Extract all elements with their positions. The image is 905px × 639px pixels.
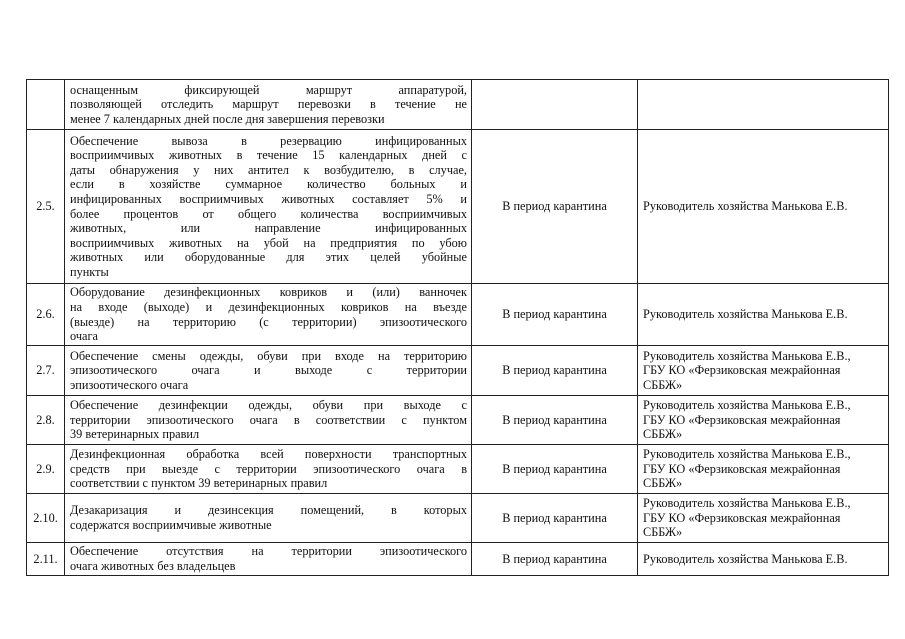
action-text-line: Обеспечение смены одежды, обуви при входе на территорию <box>70 348 467 363</box>
action-text-line: восприимчивых животных в течение 15 календарных дней с <box>70 148 467 163</box>
table-row <box>27 396 889 445</box>
action-text-line: содержатся восприимчивые животные <box>70 518 272 532</box>
responsible-text-line: ГБУ КО «Ферзиковская межрайонная <box>643 412 841 427</box>
action-cell <box>65 445 472 494</box>
responsible-text-line: Руководитель хозяйства Манькова Е.В. <box>643 551 848 566</box>
period-cell: В период карантина <box>472 396 638 445</box>
action-text-line: оснащенным фиксирующей маршрут аппаратурой, <box>70 82 467 97</box>
action-text-line: Обеспечение вывоза в резервацию инфицированных <box>70 133 467 148</box>
action-cell <box>65 396 472 445</box>
row-number: 2.11. <box>27 543 65 576</box>
responsible-text-line: Руководитель хозяйства Манькова Е.В. <box>643 199 848 214</box>
action-cell <box>65 80 472 130</box>
action-text-line: Дезинфекционная обработка всей поверхности транспортных <box>70 447 467 462</box>
responsible-text-line: Руководитель хозяйства Манькова Е.В., <box>643 496 851 511</box>
period-cell: В период карантина <box>472 284 638 346</box>
action-text-line: территории эпизоотического очага в соответствии с пунктом <box>70 412 467 427</box>
action-text-line: инфицированных восприимчивых животных составляет 5% и <box>70 191 467 206</box>
action-text-line: восприимчивых животных на убой на предприятия по убою <box>70 235 467 250</box>
action-text-line: менее 7 календарных дней после дня завершения перевозки <box>70 111 385 126</box>
action-text-line: Обеспечение отсутствия на территории эпизоотического <box>70 544 467 559</box>
responsible-text-line: Руководитель хозяйства Манькова Е.В., <box>643 398 851 413</box>
action-cell <box>65 494 472 543</box>
responsible-text-line: ГБУ КО «Ферзиковская межрайонная <box>643 363 841 378</box>
row-number: 2.6. <box>27 284 65 346</box>
responsible-cell <box>638 80 889 130</box>
action-cell <box>65 130 472 284</box>
row-number <box>27 80 65 130</box>
table-row <box>27 543 889 576</box>
responsible-cell <box>638 396 889 445</box>
responsible-text-line: СББЖ» <box>643 377 683 392</box>
action-text-line: Оборудование дезинфекционных ковриков и (или) ванночек <box>70 285 467 300</box>
responsible-text-line: СББЖ» <box>643 476 683 491</box>
action-text-line: средств при выезде с территории эпизоотического очага в <box>70 461 467 476</box>
action-text-line: животных или оборудованные для этих целей убойные <box>70 250 467 265</box>
action-text-line: Обеспечение дезинфекции одежды, обуви при выходе с <box>70 398 467 413</box>
responsible-cell <box>638 494 889 543</box>
table-row <box>27 80 889 130</box>
measures-table <box>26 79 889 576</box>
action-text-line: (выезде) на территорию (с территории) эпизоотического <box>70 314 467 329</box>
responsible-text-line: ГБУ КО «Ферзиковская межрайонная <box>643 461 841 476</box>
period-cell: В период карантина <box>472 445 638 494</box>
period-cell: В период карантина <box>472 494 638 543</box>
action-text-line: более процентов от общего количества восприимчивых <box>70 206 467 221</box>
row-number: 2.7. <box>27 346 65 396</box>
responsible-cell <box>638 346 889 396</box>
responsible-cell <box>638 543 889 576</box>
period-cell: В период карантина <box>472 543 638 576</box>
action-text-line: если в хозяйстве суммарное количество больных и <box>70 177 467 192</box>
row-number: 2.9. <box>27 445 65 494</box>
action-text-line: позволяющей отследить маршрут перевозки в течение не <box>70 97 467 112</box>
action-text-line: очага животных без владельцев <box>70 559 236 573</box>
action-text-line: соответствии с пунктом 39 ветеринарных правил <box>70 476 328 491</box>
action-text-line: даты обнаружения у них антител к возбудителю, в случае, <box>70 162 467 177</box>
action-text-line: животных, или направление инфицированных <box>70 221 467 236</box>
responsible-text-line: Руководитель хозяйства Манькова Е.В., <box>643 348 851 363</box>
action-text-line: очага <box>70 329 98 344</box>
action-text-line: эпизоотического очага и выходе с территории <box>70 363 467 378</box>
period-cell: В период карантина <box>472 130 638 284</box>
responsible-cell <box>638 284 889 346</box>
row-number: 2.5. <box>27 130 65 284</box>
responsible-cell <box>638 130 889 284</box>
action-text-line: 39 ветеринарных правил <box>70 427 200 442</box>
responsible-text-line: ГБУ КО «Ферзиковская межрайонная <box>643 510 841 525</box>
action-text-line: эпизоотического очага <box>70 377 189 392</box>
table-body <box>27 80 889 576</box>
table-row <box>27 445 889 494</box>
table-row <box>27 284 889 346</box>
responsible-text-line: Руководитель хозяйства Манькова Е.В. <box>643 307 848 322</box>
row-number: 2.10. <box>27 494 65 543</box>
table-row <box>27 494 889 543</box>
action-cell <box>65 543 472 576</box>
responsible-text-line: СББЖ» <box>643 427 683 442</box>
action-cell <box>65 346 472 396</box>
table-row <box>27 346 889 396</box>
table-row <box>27 130 889 284</box>
responsible-text-line: СББЖ» <box>643 525 683 540</box>
action-text-line: на входе (выходе) и дезинфекционных ковриков на въезде <box>70 299 467 314</box>
responsible-cell <box>638 445 889 494</box>
responsible-text-line: Руководитель хозяйства Манькова Е.В., <box>643 447 851 462</box>
row-number: 2.8. <box>27 396 65 445</box>
period-cell <box>472 80 638 130</box>
action-text-line: пункты <box>70 264 109 279</box>
action-cell <box>65 284 472 346</box>
action-text-line: Дезакаризация и дезинсекция помещений, в которых <box>70 503 467 518</box>
period-cell: В период карантина <box>472 346 638 396</box>
